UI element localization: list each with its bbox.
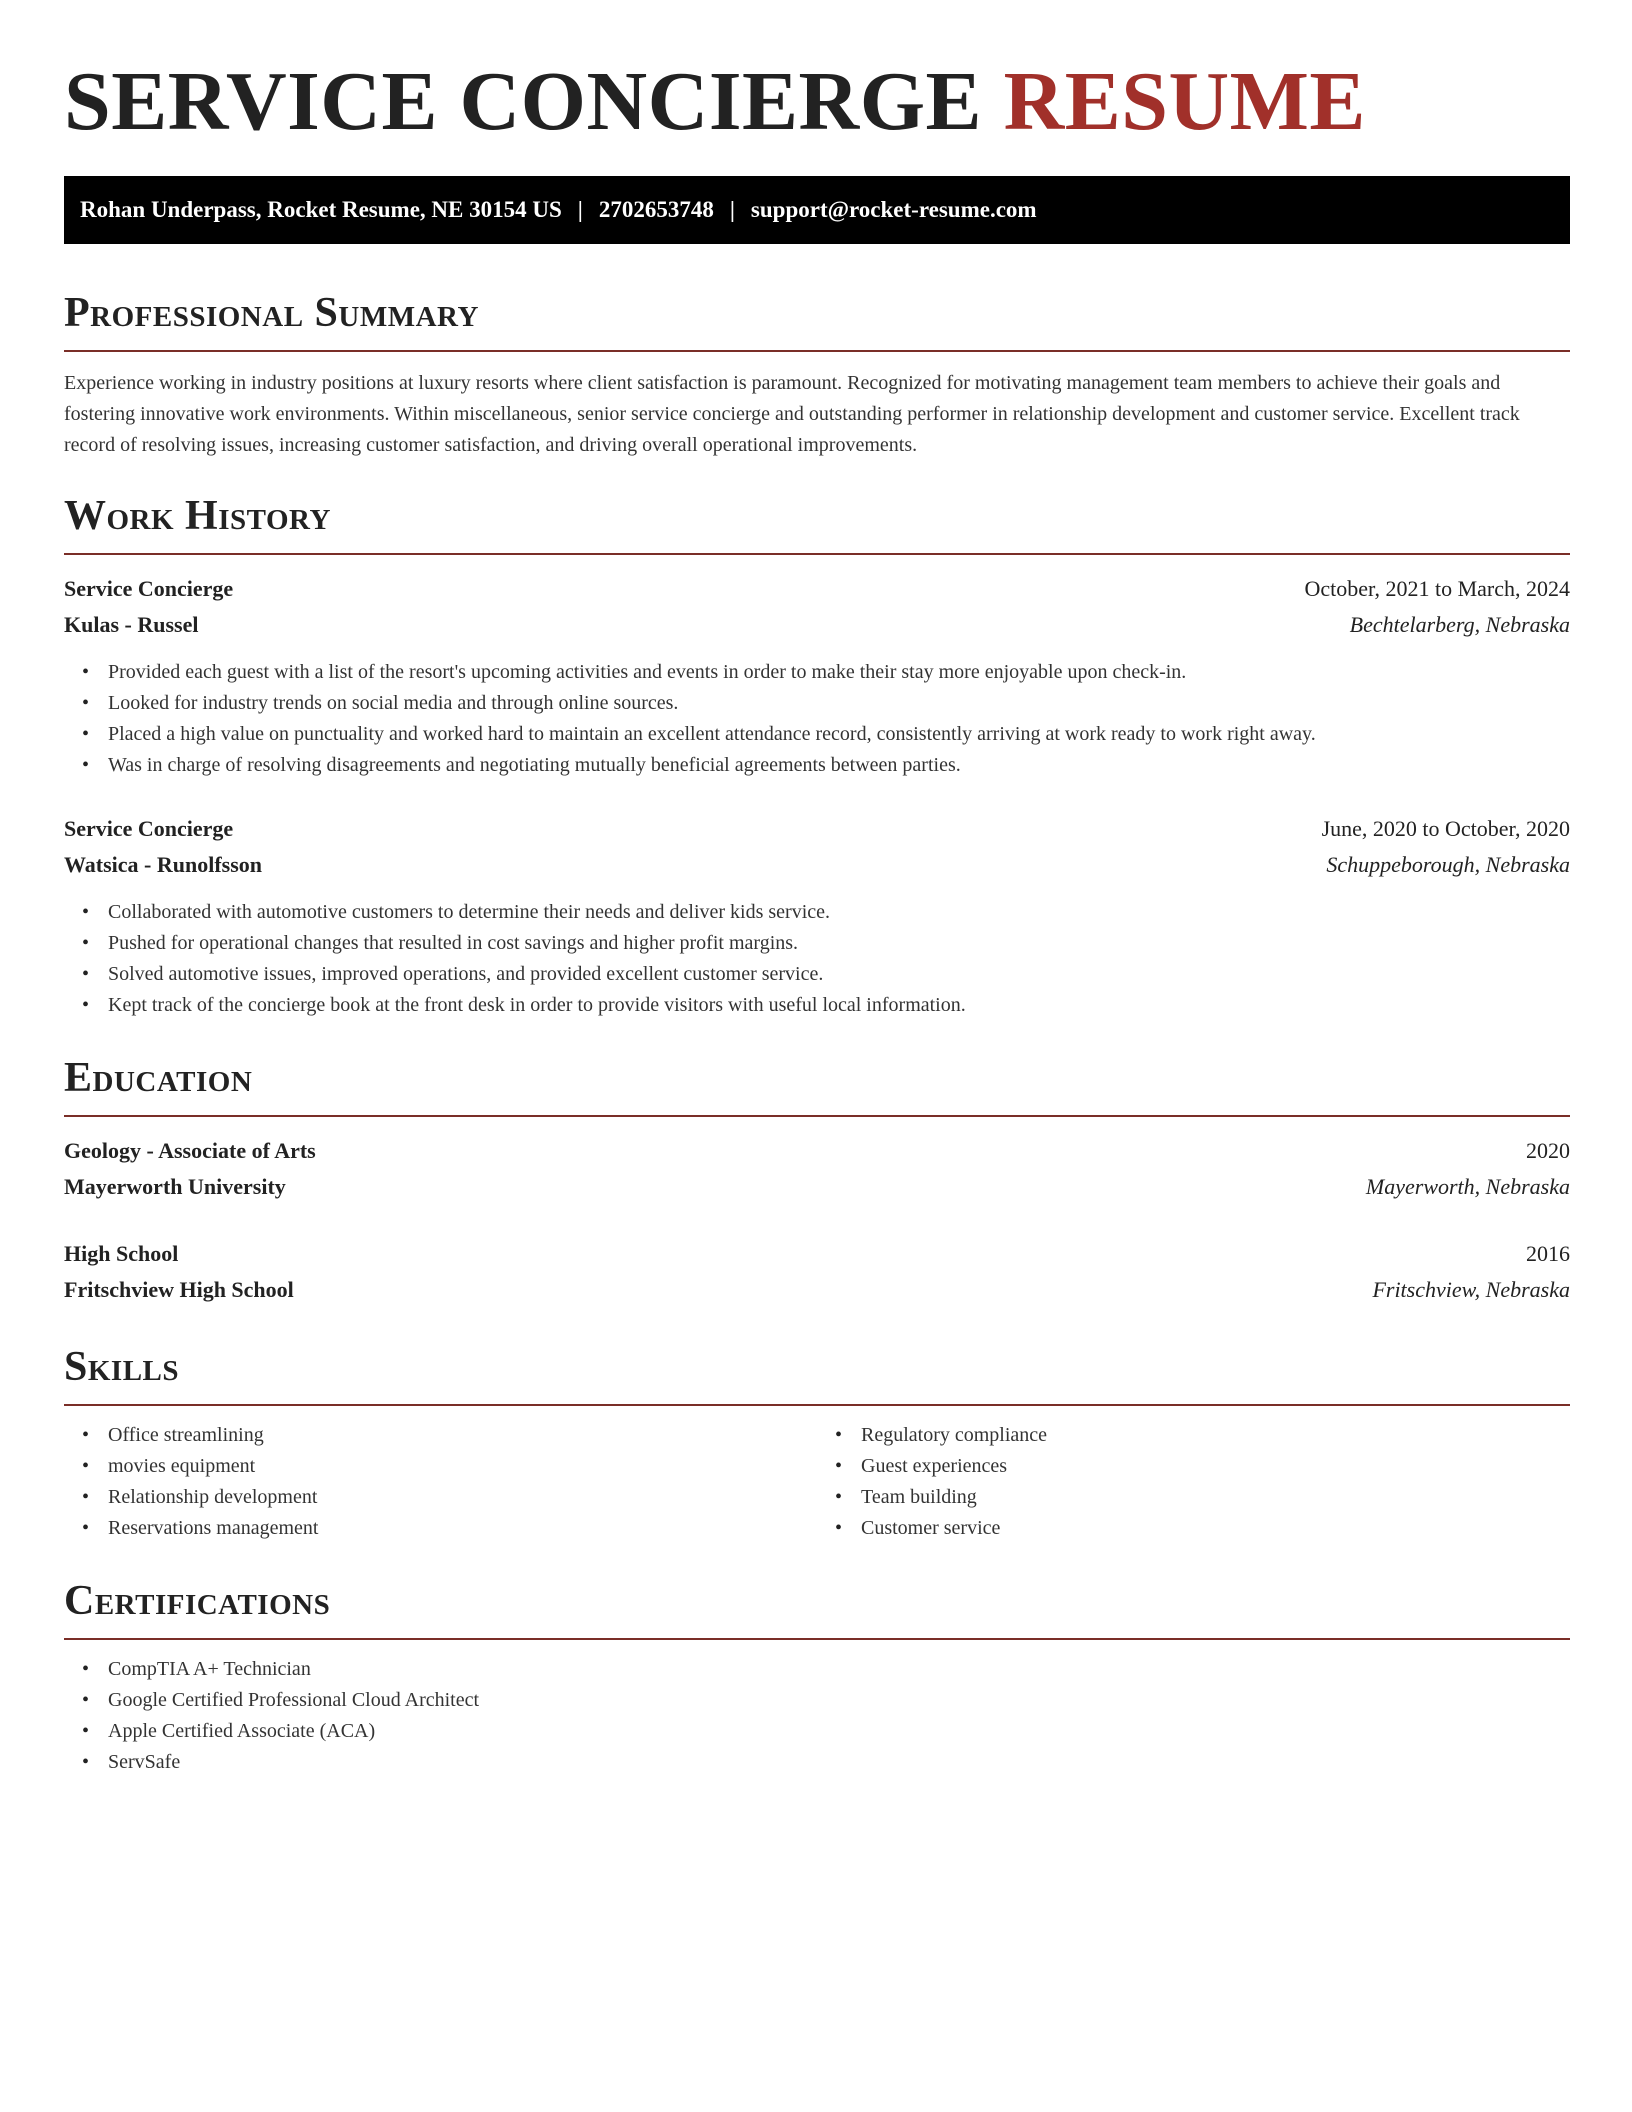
contact-separator: | xyxy=(729,197,735,222)
education-location: Mayerworth, Nebraska xyxy=(1365,1174,1570,1199)
skills-list-right xyxy=(817,1420,1570,1544)
list-item: • Kept track of the concierge book at the front desk in order to provide visitors with useful local information. xyxy=(108,990,1570,1021)
education-location: Fritschview, Nebraska xyxy=(1372,1277,1570,1302)
list-item: • movies equipment xyxy=(108,1451,817,1482)
contact-phone[interactable]: 2702653748 xyxy=(598,197,714,222)
list-item: • Pushed for operational changes that resulted in cost savings and higher profit margins. xyxy=(108,928,1570,959)
contact-email[interactable]: support@rocket-resume.com xyxy=(750,197,1037,222)
job-company: Kulas - Russel xyxy=(64,612,199,637)
list-item: • Provided each guest with a list of the resort's upcoming activities and events in order to make their stay more enjoyable upon check-in. xyxy=(108,657,1570,688)
education-school-row xyxy=(64,1272,1570,1308)
education-entry xyxy=(64,1236,1570,1308)
education-degree-row xyxy=(64,1133,1570,1169)
job-location: Schuppeborough, Nebraska xyxy=(1326,852,1570,877)
education-entry xyxy=(64,1133,1570,1205)
job-title: Service Concierge xyxy=(64,576,234,601)
list-item: • Guest experiences xyxy=(861,1451,1570,1482)
list-item: • Team building xyxy=(861,1482,1570,1513)
summary-section xyxy=(64,286,1570,461)
skills-columns xyxy=(64,1406,1570,1544)
job-location: Bechtelarberg, Nebraska xyxy=(1349,612,1570,637)
job-dates: June, 2020 to October, 2020 xyxy=(1321,816,1570,841)
section-heading: Skills xyxy=(64,1344,180,1390)
job-duties-list xyxy=(64,897,1570,1021)
list-item: • Regulatory compliance xyxy=(861,1420,1570,1451)
list-item: • Collaborated with automotive customers to determine their needs and deliver kids service. xyxy=(108,897,1570,928)
job-header-row xyxy=(64,811,1570,847)
education-section xyxy=(64,1051,1570,1308)
title-main: SERVICE CONCIERGE xyxy=(64,55,983,148)
contact-separator: | xyxy=(577,197,583,222)
job-dates: October, 2021 to March, 2024 xyxy=(1304,576,1570,601)
certifications-list xyxy=(64,1654,1570,1778)
summary-text: Experience working in industry positions at luxury resorts where client satisfaction is paramount. Recognized for motivating management team members to achieve their goals and fostering innovative work environments. Within miscellaneous, senior service concierge and outstanding performer in relationship development and customer service. Excellent track record of resolving issues, increasing customer satisfaction, and driving overall operational improvements. xyxy=(64,372,1520,456)
list-item: • Solved automotive issues, improved operations, and provided excellent customer service. xyxy=(108,959,1570,990)
certifications-section xyxy=(64,1574,1570,1778)
job-company-row xyxy=(64,607,1570,643)
section-divider xyxy=(64,1638,1570,1640)
list-item: • ServSafe xyxy=(108,1747,1570,1778)
skills-section xyxy=(64,1340,1570,1544)
education-year: 2020 xyxy=(1526,1138,1570,1163)
title-accent: RESUME xyxy=(1003,55,1366,148)
job-company: Watsica - Runolfsson xyxy=(64,852,263,877)
list-item: • Looked for industry trends on social media and through online sources. xyxy=(108,688,1570,719)
education-degree-row xyxy=(64,1236,1570,1272)
contact-address: Rohan Underpass, Rocket Resume, NE 30154 US xyxy=(80,197,562,222)
list-item: • Google Certified Professional Cloud Architect xyxy=(108,1685,1570,1716)
section-divider xyxy=(64,553,1570,555)
list-item: • Apple Certified Associate (ACA) xyxy=(108,1716,1570,1747)
education-year: 2016 xyxy=(1526,1241,1570,1266)
section-heading: Education xyxy=(64,1055,253,1101)
education-school: Fritschview High School xyxy=(64,1277,294,1302)
section-heading: Work History xyxy=(64,493,331,539)
education-degree: High School xyxy=(64,1241,179,1266)
section-divider xyxy=(64,1115,1570,1117)
education-school-row xyxy=(64,1169,1570,1205)
contact-bar xyxy=(64,176,1570,244)
work-history-section xyxy=(64,489,1570,1021)
section-divider xyxy=(64,350,1570,352)
list-item: • Customer service xyxy=(861,1513,1570,1544)
job-entry xyxy=(64,811,1570,1021)
section-heading: Professional Summary xyxy=(64,290,479,336)
job-title: Service Concierge xyxy=(64,816,234,841)
list-item: • CompTIA A+ Technician xyxy=(108,1654,1570,1685)
section-heading: Certifications xyxy=(64,1578,331,1624)
education-degree: Geology - Associate of Arts xyxy=(64,1138,316,1163)
resume-title xyxy=(64,0,1570,148)
resume-page xyxy=(64,0,1570,1778)
job-entry xyxy=(64,571,1570,781)
list-item: • Reservations management xyxy=(108,1513,817,1544)
education-school: Mayerworth University xyxy=(64,1174,286,1199)
job-header-row xyxy=(64,571,1570,607)
skills-list-left xyxy=(64,1420,817,1544)
list-item: • Was in charge of resolving disagreements and negotiating mutually beneficial agreements between parties. xyxy=(108,750,1570,781)
job-duties-list xyxy=(64,657,1570,781)
job-company-row xyxy=(64,847,1570,883)
list-item: • Relationship development xyxy=(108,1482,817,1513)
list-item: • Placed a high value on punctuality and worked hard to maintain an excellent attendance record, consistently arriving at work ready to work right away. xyxy=(108,719,1570,750)
list-item: • Office streamlining xyxy=(108,1420,817,1451)
